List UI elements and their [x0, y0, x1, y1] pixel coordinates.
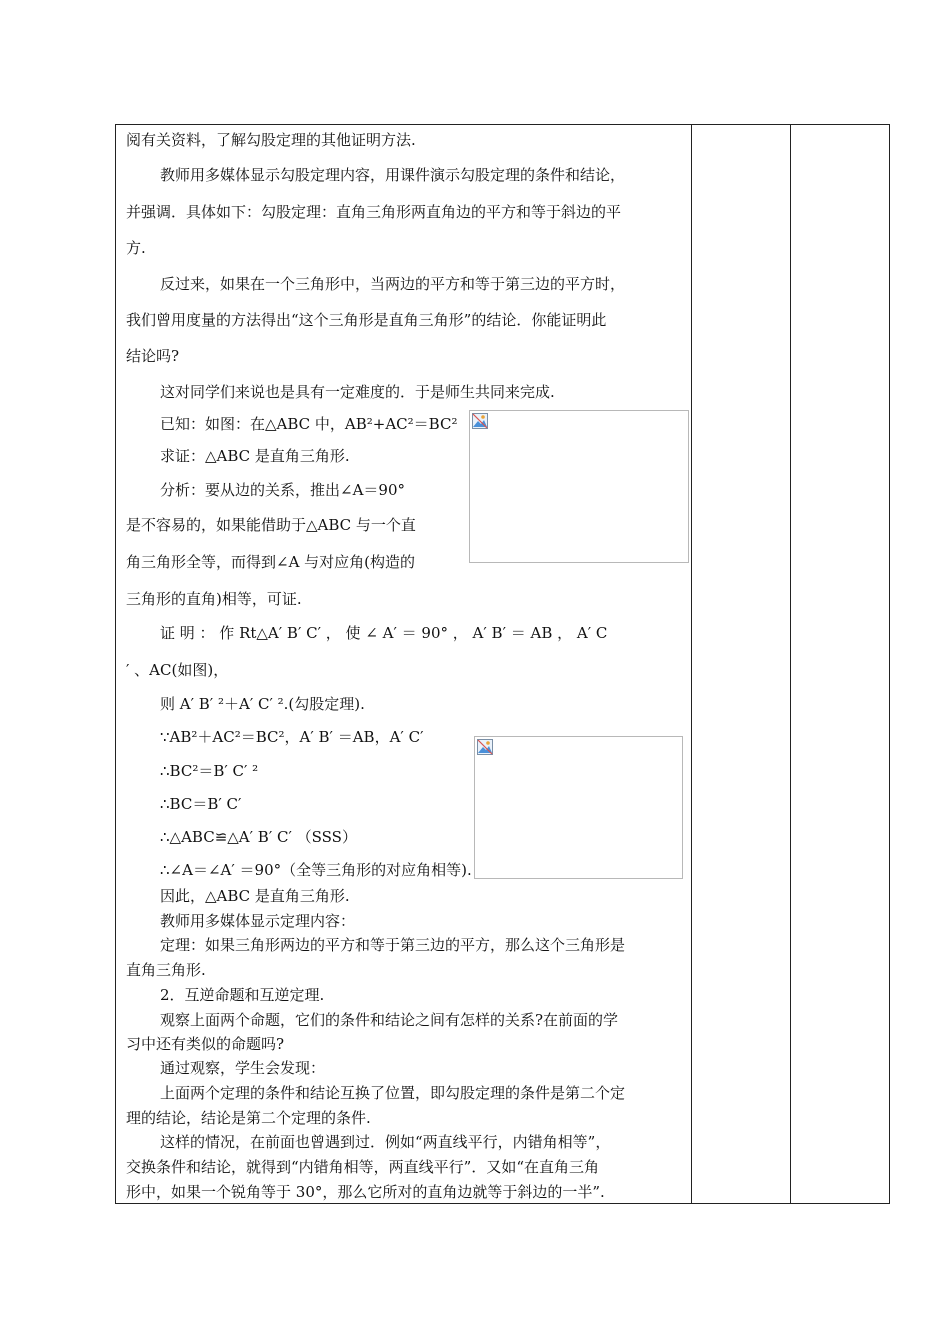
text-line: ∴BC²＝B′ C′ ² — [160, 762, 259, 780]
notes-cell — [692, 125, 790, 1203]
text-line: ∵AB²＋AC²＝BC²，A′ B′ ＝AB，A′ C′ — [160, 728, 424, 746]
broken-image-icon — [472, 413, 488, 429]
text-line: 观察上面两个命题，它们的条件和结论之间有怎样的关系?在前面的学 — [160, 1011, 619, 1029]
text-line: 反过来，如果在一个三角形中，当两边的平方和等于第三边的平方时， — [160, 275, 626, 293]
text-line: 上面两个定理的条件和结论互换了位置，即勾股定理的条件是第二个定 — [160, 1084, 626, 1102]
text-line: 角三角形全等，而得到∠A 与对应角(构造的 — [126, 553, 416, 571]
construction-figure-placeholder — [474, 736, 683, 879]
text-line: ′ 、AC(如图)， — [126, 661, 229, 679]
text-line: 交换条件和结论，就得到“内错角相等，两直线平行”．又如“在直角三角 — [126, 1158, 600, 1176]
remarks-cell — [791, 125, 889, 1203]
triangle-figure-placeholder — [469, 410, 689, 563]
broken-image-icon — [477, 739, 493, 755]
text-line: 已知：如图：在△ABC 中，AB²+AC²＝BC² — [160, 415, 458, 433]
text-line: ∴△ABC≌△A′ B′ C′ （SSS） — [160, 828, 357, 846]
text-line: 并强调．具体如下：勾股定理：直角三角形两直角边的平方和等于斜边的平 — [126, 203, 622, 221]
text-line: 则 A′ B′ ²＋A′ C′ ².(勾股定理). — [160, 695, 365, 713]
text-line: ∴∠A＝∠A′ ＝90°（全等三角形的对应角相等). — [160, 861, 472, 879]
text-line: 直角三角形. — [126, 961, 206, 979]
text-line: 证 明 ： 作 Rt△A′ B′ C′ ， 使 ∠ A′ ＝ 90° ， A′ B′ ＝ AB ， A′ C — [160, 624, 608, 642]
text-line: ∴BC＝B′ C′ — [160, 795, 242, 813]
text-line: 理的结论，结论是第二个定理的条件. — [126, 1109, 371, 1127]
content-cell — [116, 125, 691, 1203]
text-line: 阅有关资料，了解勾股定理的其他证明方法. — [126, 131, 416, 149]
text-line: 求证：△ABC 是直角三角形. — [160, 447, 350, 465]
text-line: 因此，△ABC 是直角三角形. — [160, 887, 350, 905]
text-line: 定理：如果三角形两边的平方和等于第三边的平方，那么这个三角形是 — [160, 936, 626, 954]
text-line: 形中，如果一个锐角等于 30°，那么它所对的直角边就等于斜边的一半”. — [126, 1183, 605, 1201]
text-line: 这样的情况，在前面也曾遇到过．例如“两直线平行，内错角相等”， — [160, 1133, 611, 1151]
text-line: 通过观察，学生会发现： — [160, 1059, 326, 1077]
text-line: 三角形的直角)相等，可证. — [126, 590, 302, 608]
text-line: 教师用多媒体显示勾股定理内容，用课件演示勾股定理的条件和结论， — [160, 166, 626, 184]
text-line: 习中还有类似的命题吗? — [126, 1035, 285, 1053]
text-line: 这对同学们来说也是具有一定难度的．于是师生共同来完成. — [160, 383, 555, 401]
text-line: 结论吗? — [126, 347, 180, 365]
text-line: 方. — [126, 239, 146, 257]
text-line: 分析：要从边的关系，推出∠A＝90° — [160, 481, 405, 499]
lesson-table — [115, 124, 890, 1204]
text-line: 2．互逆命题和互逆定理. — [160, 986, 325, 1004]
text-line: 我们曾用度量的方法得出“这个三角形是直角三角形”的结论．你能证明此 — [126, 311, 607, 329]
text-line: 教师用多媒体显示定理内容： — [160, 912, 356, 930]
text-line: 是不容易的，如果能借助于△ABC 与一个直 — [126, 516, 416, 534]
